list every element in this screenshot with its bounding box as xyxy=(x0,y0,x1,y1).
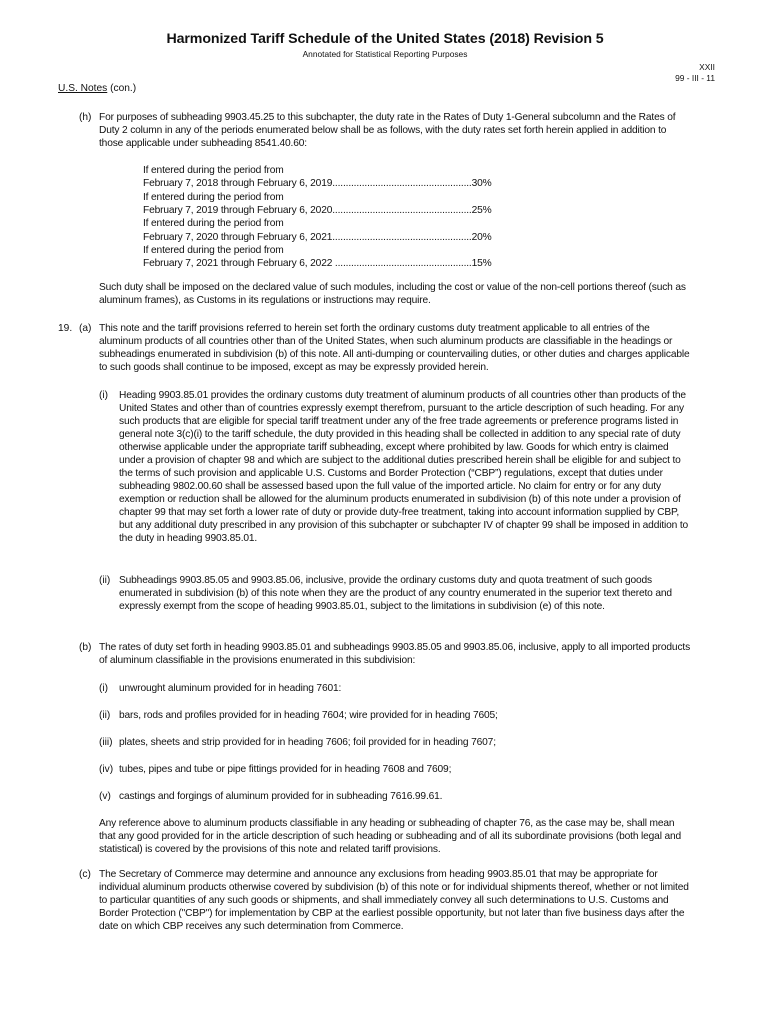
note-h-marker: (h) xyxy=(79,112,92,123)
rate-row: If entered during the period from xyxy=(143,245,284,257)
note-19b-item-marker: (iv) xyxy=(99,764,114,775)
note-19a-ii-text: Subheadings 9903.85.05 and 9903.85.06, inclusive, provide the ordinary customs duty and quota treatment of such goods enumerated in subdivision (b) of this note when they are the product of any country enumerated in the superior text thereto and expressly exempt from the scope of heading 9903.85.01, subject to the limitations in subdivision (e) of this note. xyxy=(119,575,672,612)
rate-row: February 7, 2018 through February 6, 2019....................................................30% xyxy=(143,178,492,190)
note-19a-marker: (a) xyxy=(79,323,92,334)
note-19-number: 19. xyxy=(58,323,73,334)
note-19b-item: plates, sheets and strip provided for in heading 7606; foil provided for in heading 7607; xyxy=(119,737,496,748)
chapter-number: XXII xyxy=(699,62,715,72)
note-19a-i-text: Heading 9903.85.01 provides the ordinary customs duty treatment of aluminum products of all countries other than products of the United States and other than of countries expressly exempt therefrom, pursuant to the article description of such heading. For any such products that are eligible for special tariff treatment under any of the free trade agreements or preference programs listed in general note 3(c)(i) to the tariff schedule, the duty provided in this heading shall be collected in addition to any special rate of duty otherwise applicable under the appropriate tariff subheading, except where prohibited by law. Goods for which entry is claimed under a provision of chapter 98 and which are subject to the additional duties prescribed herein shall be eligible for and subject to the terms of such provision and applicable U.S. Customs and Border Protection (“CBP”) regulations, except that duties under subheading 9802.00.60 shall be assessed based upon the full value of the imported article. No claim for entry or for any duty exemption or reduction shall be allowed for the aluminum products enumerated in subdivision (b) of this note under a provision of chapter 99 that may set forth a lower rate of duty or provide duty-free treatment, taking into account information supplied by CBP, but any additional duty prescribed in any provision of this subchapter or subchapter IV of chapter 99 shall be imposed in addition to the duty in heading 9903.85.01. xyxy=(119,390,689,544)
rate-row: February 7, 2021 through February 6, 2022 ...................................................15% xyxy=(143,258,492,270)
note-19b-item: castings and forgings of aluminum provided for in subheading 7616.99.61. xyxy=(119,791,443,802)
note-19a-text: This note and the tariff provisions referred to herein set forth the ordinary customs duty treatment applicable to all entries of the aluminum products of all countries other than of the United States, when such aluminum products are classifiable in the headings or subheadings enumerated in subdivision (b) of this note. All anti-dumping or countervailing duties, or other duties and charges applicable to such goods shall continue to be imposed, except as may be expressly provided herein. xyxy=(99,323,690,373)
note-19c-marker: (c) xyxy=(79,869,91,880)
document-title: Harmonized Tariff Schedule of the United States (2018) Revision 5 xyxy=(166,31,604,47)
page-reference: 99 - III - 11 xyxy=(675,73,715,83)
rate-row: If entered during the period from xyxy=(143,165,284,176)
note-19b-closing: Any reference above to aluminum products classifiable in any heading or subheading of chapter 76, as the case may be, shall mean that any good provided for in the article description of such heading or subheading and of all its subordinate provisions (both legal and statistical) is covered by the provisions of this note and related tariff provisions. xyxy=(99,818,682,855)
note-19b-item-marker: (ii) xyxy=(99,710,111,721)
note-19b-text: The rates of duty set forth in heading 9903.85.01 and subheadings 9903.85.05 and 9903.85.06, inclusive, apply to all imported products of aluminum classifiable in the provisions enumerated in this subdivision: xyxy=(99,642,691,666)
note-19a-i-marker: (i) xyxy=(99,390,109,401)
note-19b-item-marker: (iii) xyxy=(99,737,113,748)
note-19b-item: unwrought aluminum provided for in heading 7601: xyxy=(119,683,342,694)
note-19a-ii-marker: (ii) xyxy=(99,575,111,586)
rate-schedule xyxy=(143,164,492,271)
rate-row: February 7, 2020 through February 6, 2021....................................................20% xyxy=(143,231,492,243)
document-subtitle: Annotated for Statistical Reporting Purposes xyxy=(302,49,468,59)
note-19b-item: tubes, pipes and tube or pipe fittings provided for in heading 7608 and 7609; xyxy=(119,764,452,775)
note-h-text: For purposes of subheading 9903.45.25 to this subchapter, the duty rate in the Rates of Duty 1-General subcolumn and the Rates of Duty 2 column in any of the periods enumerated below shall be as follows, with the duty rates set forth herein applied in addition to those applicable under subheading 8541.40.60: xyxy=(99,112,676,149)
us-notes-link[interactable]: U.S. Notes xyxy=(58,83,108,94)
note-h-closing: Such duty shall be imposed on the declared value of such modules, including the cost or value of the non-cell portions thereof (such as aluminum frames), as Customs in its regulations or instructions may require. xyxy=(99,282,686,306)
note-19b-item-marker: (v) xyxy=(99,791,111,802)
notes-heading xyxy=(58,83,136,94)
notes-heading-suffix: (con.) xyxy=(107,83,137,94)
note-19c-text: The Secretary of Commerce may determine and announce any exclusions from heading 9903.85.01 that may be appropriate for individual aluminum products otherwise covered by subdivision (b) of this note or for individual shipments thereof, whether or not limited to particular quantities of any such goods or shipments, and shall immediately convey all such determinations to U.S. Customs and Border Protection ("CBP") for implementation by CBP at the earliest possible opportunity, but not later than five business days after the date on which CBP receives any such determination from Commerce. xyxy=(99,869,689,932)
note-19b-marker: (b) xyxy=(79,642,92,653)
note-19b-item-marker: (i) xyxy=(99,683,109,694)
note-19b-item: bars, rods and profiles provided for in heading 7604; wire provided for in heading 7605; xyxy=(119,710,498,721)
rate-row: February 7, 2019 through February 6, 2020....................................................25% xyxy=(143,205,492,217)
rate-row: If entered during the period from xyxy=(143,191,284,203)
rate-row: If entered during the period from xyxy=(143,218,284,230)
